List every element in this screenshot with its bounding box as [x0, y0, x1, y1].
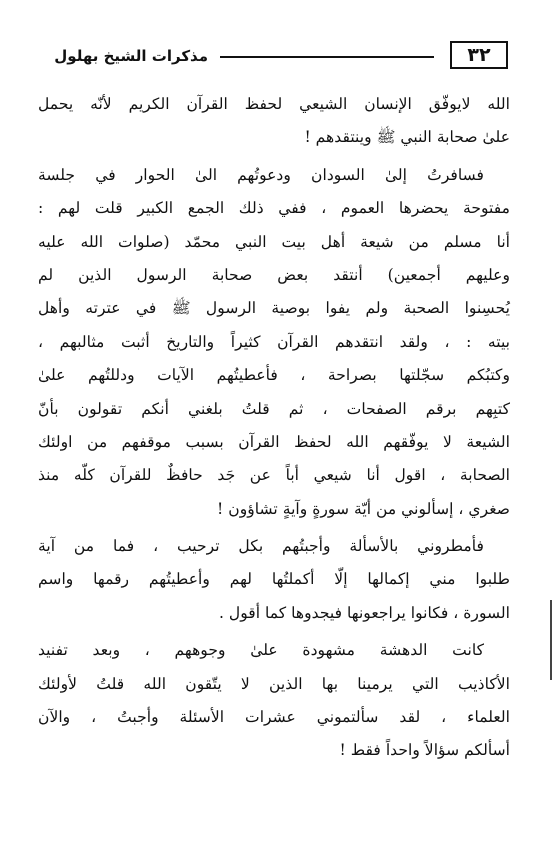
text-line: أسألكم سؤالاً واحداً فقط !	[339, 741, 510, 760]
paragraph-3	[38, 530, 510, 630]
text-line: الأكاذيب التي يرمينا بها الذين لا يتّقون الله قلتُ لأولئك	[38, 674, 510, 693]
page-edge	[550, 600, 552, 680]
text-line: يُحسِنوا الصحبة ولم يفوا بوصية الرسول ﷺ في عترته وأهل	[38, 299, 510, 318]
page-number: ٣٢	[450, 41, 508, 69]
page-header	[30, 37, 508, 77]
text-line: فسافرتُ إلىٰ السودان ودعوتُهم الىٰ الحوار في جلسة	[38, 165, 484, 184]
paragraph-4	[38, 634, 510, 768]
text-line: الصحابة ، اقول أنا شيعي أباً عن جَد حافظٌ للقرآن كلّه منذ	[38, 466, 510, 485]
text-line: السورة ، فكانوا يراجعونها فيجدوها كما أقول .	[218, 603, 510, 622]
text-line: أنا مسلم من شيعة أهل بيت النبي محمّد (صلوات الله عليه	[38, 232, 510, 251]
page-body	[38, 88, 510, 768]
text-line: الشيعة لا يوفّقهم الله لحفظ القرآن بسبب موقفهم من اولئك	[38, 432, 510, 451]
text-line: وعليهم أجمعين) أنتقد بعض صحابة الرسول الذين لم	[38, 265, 510, 284]
text-line: كانت الدهشة مشهودة علىٰ وجوههم ، وبعد تفنيد	[38, 641, 484, 660]
text-line: وكتبُكم سجّلتها بصراحة ، فأعطيتُهم الآيات ودللتُهم علىٰ	[38, 366, 510, 385]
running-title: مذكرات الشيخ بهلول	[54, 47, 208, 65]
header-rule	[220, 56, 434, 58]
text-line: صغري ، إسألوني من أيّة سورةٍ وآيةٍ تشاؤون !	[217, 499, 510, 518]
text-line: بيته : ، ولقد انتقدهم القرآن كثيراً والتاريخ أثبت مثالبهم ،	[38, 332, 510, 351]
text-line: مفتوحة يحضرها العموم ، ففي ذلك الجمع الكبير قلت لهم :	[38, 199, 510, 218]
text-line: علىٰ صحابة النبي ﷺ وينتقدهم !	[304, 128, 510, 147]
text-line: طلبوا مني إكمالها إلّا أكملتُها لهم وأعطيتُهم رقمها واسم	[38, 570, 510, 589]
text-line: العلماء ، لقد سألتموني عشرات الأسئلة وأجبتُ ، والآن	[38, 708, 510, 727]
text-line: كتبِهم برقم الصفحات ، ثم قلتُ بلغني أنكم تقولون بأنّ	[38, 399, 510, 418]
paragraph-2	[38, 159, 510, 526]
text-line: فأمطروني بالأسألة وأجبتُهم بكل ترحيب ، فما من آية	[38, 537, 484, 556]
paragraph-1	[38, 88, 510, 155]
text-line: الله لايوفّق الإنسان الشيعي لحفظ القرآن الكريم لأنّه يحمل	[38, 95, 510, 113]
